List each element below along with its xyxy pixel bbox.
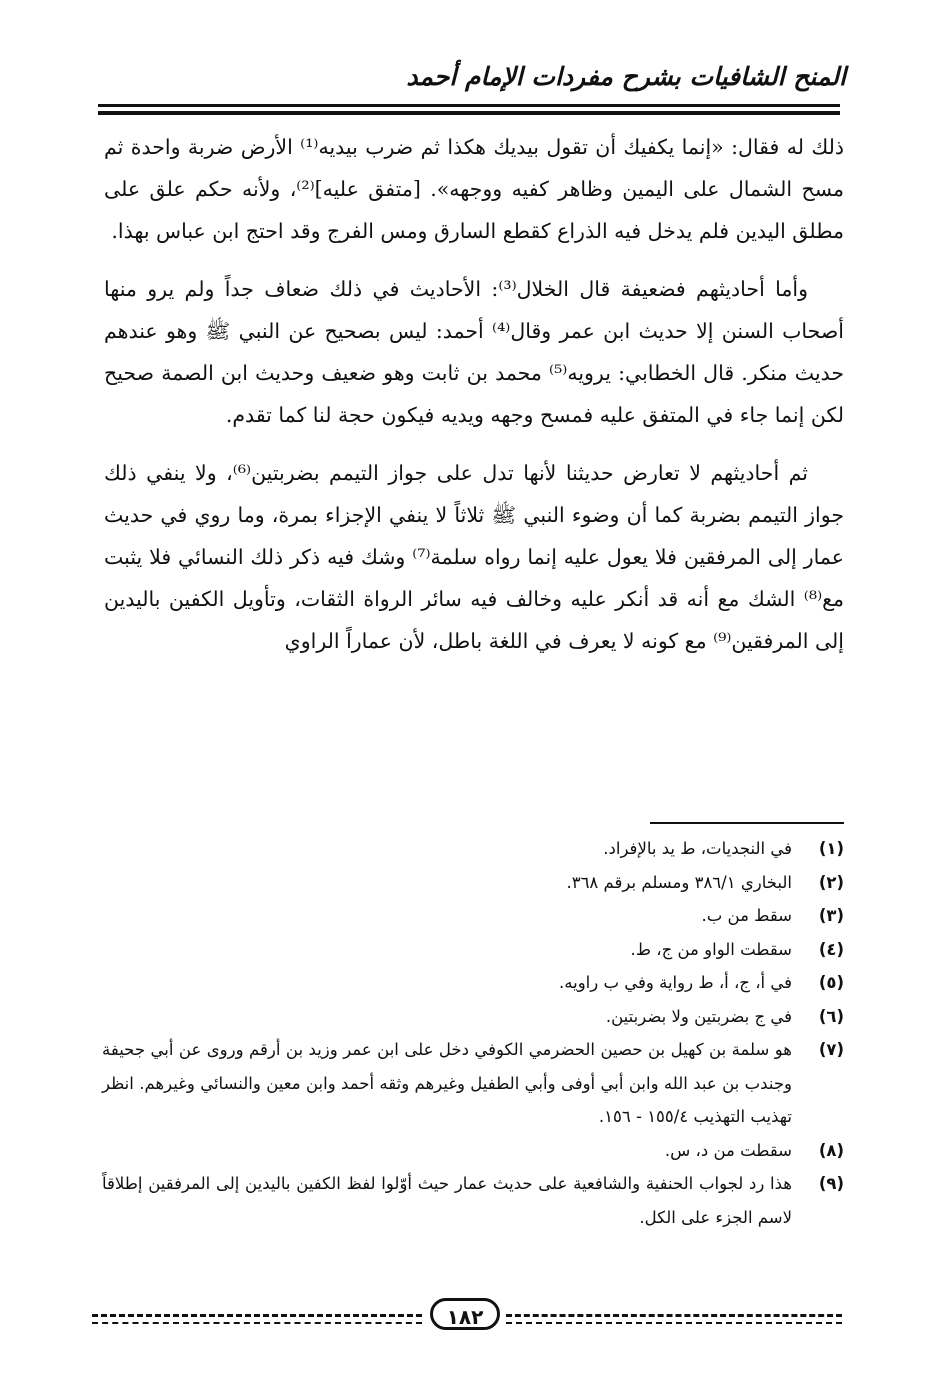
paragraph-2: وأما أحاديثهم فضعيفة قال الخلال⁽³⁾: الأحاديث في ذلك ضعاف جداً ولم يرو منها أصحاب السنن إلا حديث ابن عمر وقال⁽⁴⁾ أحمد: ليس بصحيح عن النبي ﷺ وهو عندهم حديث منكر. قال الخطابي: يرويه⁽⁵⁾ محمد بن ثابت وهو ضعيف وحديث ابن الصمة صحيح لكن إنما جاء في المتفق عليه فمسح وجهه ويديه فيكون حجة لنا كما تقدم. <box>104 277 844 427</box>
header-rule-thick <box>98 111 840 115</box>
running-header <box>106 62 846 102</box>
footnote-text: سقطت من د، س. <box>664 1140 792 1160</box>
page-number: ١٨٢ <box>430 1298 500 1330</box>
footnote-number: (٨) <box>818 1140 844 1160</box>
footnote-text: هذا رد لجواب الحنفية والشافعية على حديث عمار حيث أوّلوا لفظ الكفين باليدين إلى المرفقين إطلاقاً لاسم الجزء على الكل. <box>102 1174 792 1227</box>
footer-dash-right-lower <box>506 1322 842 1324</box>
footnote-separator <box>650 822 844 824</box>
footnote-text: سقط من ب. <box>701 906 792 925</box>
main-text <box>104 126 844 662</box>
footnote-7 <box>102 1033 844 1134</box>
footnote-number: (٣) <box>818 906 844 925</box>
footer-dash-right <box>506 1314 842 1317</box>
footer-dash-left <box>92 1314 422 1317</box>
footnote-text: البخاري ٣٨٦/١ ومسلم برقم ٣٦٨. <box>566 872 792 892</box>
footnote-1 <box>102 832 844 866</box>
footnote-number: (٥) <box>818 973 844 992</box>
footnote-8 <box>102 1134 844 1168</box>
footnote-3 <box>102 899 844 933</box>
footnote-text: في النجديات، ط يد بالإفراد. <box>603 839 792 858</box>
page-footer <box>92 1298 842 1334</box>
footnote-2 <box>102 866 844 900</box>
footnote-number: (٤) <box>818 939 844 959</box>
paragraph-3: ثم أحاديثهم لا تعارض حديثنا لأنها تدل على جواز التيمم بضربتين⁽⁶⁾، ولا ينفي ذلك جواز التيمم بضربة كما أن وضوء النبي ﷺ ثلاثاً لا ينفي الإجزاء بمرة، وما روي في حديث عمار إلى المرفقين فلا يعول عليه إنما رواه سلمة⁽⁷⁾ وشك فيه ذكر ذلك النسائي فلا يثبت مع⁽⁸⁾ الشك مع أنه قد أنكر عليه وخالف فيه سائر الرواة الثقات، وتأويل الكفين باليدين إلى المرفقين⁽⁹⁾ مع كونه لا يعرف في اللغة باطل، لأن عماراً الراوي <box>104 461 844 653</box>
footnote-text: في ج بضربتين ولا بضربتين. <box>605 1006 792 1026</box>
footer-dash-left-lower <box>92 1322 422 1324</box>
footnote-number: (٧) <box>818 1040 844 1059</box>
paragraph-1: ذلك له فقال: «إنما يكفيك أن تقول بيديك هكذا ثم ضرب بيديه⁽¹⁾ الأرض ضربة واحدة ثم مسح الشمال على اليمين وظاهر كفيه ووجهه». [متفق عليه]⁽²⁾، ولأنه حكم علق على مطلق اليدين فلم يدخل فيه الذراع كقطع السارق ومس الفرج وقد احتج ابن عباس بهذا. <box>104 135 845 243</box>
book-title: المنح الشافيات بشرح مفردات الإمام أحمد <box>406 62 846 91</box>
footnote-9 <box>102 1167 844 1234</box>
footnote-number: (٦) <box>818 1006 844 1026</box>
footnote-text: في أ، ج، أ، ط رواية وفي ب راويه. <box>559 973 792 992</box>
footnote-text: سقطت الواو من ج، ط. <box>630 939 792 959</box>
footnote-6 <box>102 1000 844 1034</box>
footnote-text: هو سلمة بن كهيل بن حصين الحضرمي الكوفي دخل على ابن عمر وزيد بن أرقم وروى عن أبي جحيفة وجندب بن عبد الله وابن أبي أوفى وأبي الطفيل وغيرهم وثقه أحمد وابن معين والنسائي وغيرهم. انظر تهذيب التهذيب ١٥٥/٤ - ١٥٦. <box>102 1040 792 1126</box>
footnote-number: (٩) <box>818 1174 844 1193</box>
footnote-number: (٢) <box>818 872 844 892</box>
footnote-number: (١) <box>818 839 844 858</box>
header-rule-thin <box>98 104 840 107</box>
footnotes <box>102 832 844 1234</box>
footnote-4 <box>102 933 844 967</box>
footnote-5 <box>102 966 844 1000</box>
